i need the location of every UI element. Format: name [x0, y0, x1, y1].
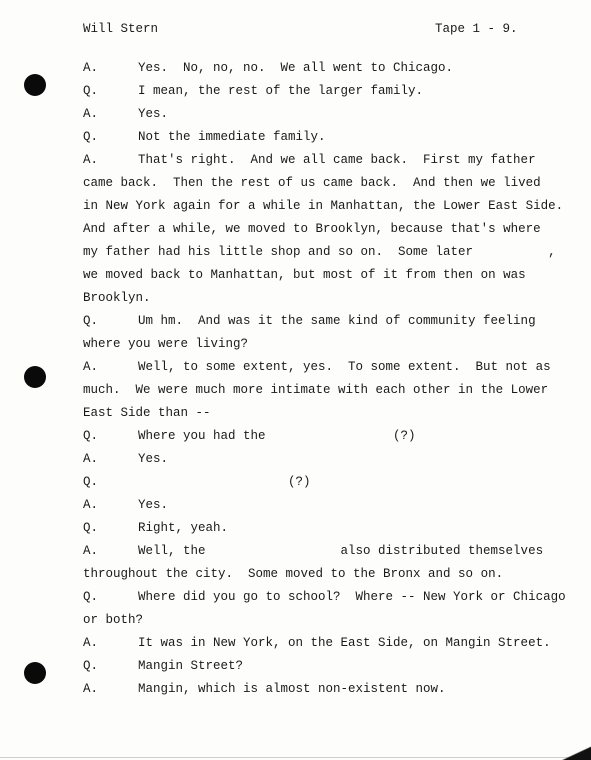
- page-corner-mark: [561, 746, 591, 760]
- page-edge: [0, 757, 591, 758]
- speaker-label: Q.: [83, 475, 99, 489]
- line-text: in New York again for a while in Manhattan, the Lower East Side.: [83, 199, 564, 213]
- speaker-label: A.: [83, 452, 99, 466]
- line-text: Yes.: [138, 452, 169, 466]
- line-text: Right, yeah.: [138, 521, 229, 535]
- line-text: I mean, the rest of the larger family.: [138, 84, 424, 98]
- line-text: Yes. No, no, no. We all went to Chicago.: [138, 61, 454, 75]
- line-text: much. We were much more intimate with each other in the Lower: [83, 383, 549, 397]
- line-text: Mangin Street?: [138, 659, 244, 673]
- header-tape-number: Tape 1 - 9.: [435, 22, 518, 36]
- line-text: Um hm. And was it the same kind of community feeling: [138, 314, 536, 328]
- speaker-label: Q.: [83, 84, 99, 98]
- line-text: where you were living?: [83, 337, 249, 351]
- line-text: Yes.: [138, 498, 169, 512]
- speaker-label: Q.: [83, 314, 99, 328]
- line-text: Where you had the (?): [138, 429, 416, 443]
- binder-hole: [24, 74, 46, 96]
- line-text: came back. Then the rest of us came back. And then we lived: [83, 176, 541, 190]
- line-text: Mangin, which is almost non-existent now.: [138, 682, 446, 696]
- speaker-label: A.: [83, 636, 99, 650]
- line-text: (?): [138, 475, 311, 489]
- line-text: East Side than --: [83, 406, 211, 420]
- binder-hole: [24, 366, 46, 388]
- speaker-label: Q.: [83, 590, 99, 604]
- line-text: Brooklyn.: [83, 291, 151, 305]
- line-text: my father had his little shop and so on. Some later ,: [83, 245, 556, 259]
- speaker-label: A.: [83, 107, 99, 121]
- header-interviewee-name: Will Stern: [83, 22, 159, 36]
- speaker-label: Q.: [83, 659, 99, 673]
- speaker-label: A.: [83, 544, 99, 558]
- line-text: Yes.: [138, 107, 169, 121]
- line-text: Not the immediate family.: [138, 130, 326, 144]
- speaker-label: A.: [83, 61, 99, 75]
- line-text: Well, to some extent, yes. To some extent. But not as: [138, 360, 551, 374]
- speaker-label: A.: [83, 498, 99, 512]
- speaker-label: Q.: [83, 521, 99, 535]
- speaker-label: A.: [83, 360, 99, 374]
- line-text: Where did you go to school? Where -- New York or Chicago: [138, 590, 566, 604]
- speaker-label: A.: [83, 153, 99, 167]
- binder-hole: [24, 662, 46, 684]
- speaker-label: A.: [83, 682, 99, 696]
- line-text: Well, the also distributed themselves: [138, 544, 544, 558]
- line-text: throughout the city. Some moved to the Bronx and so on.: [83, 567, 504, 581]
- speaker-label: Q.: [83, 130, 99, 144]
- line-text: That's right. And we all came back. First my father: [138, 153, 536, 167]
- line-text: And after a while, we moved to Brooklyn, because that's where: [83, 222, 541, 236]
- line-text: or both?: [83, 613, 144, 627]
- line-text: It was in New York, on the East Side, on Mangin Street.: [138, 636, 551, 650]
- speaker-label: Q.: [83, 429, 99, 443]
- line-text: we moved back to Manhattan, but most of it from then on was: [83, 268, 526, 282]
